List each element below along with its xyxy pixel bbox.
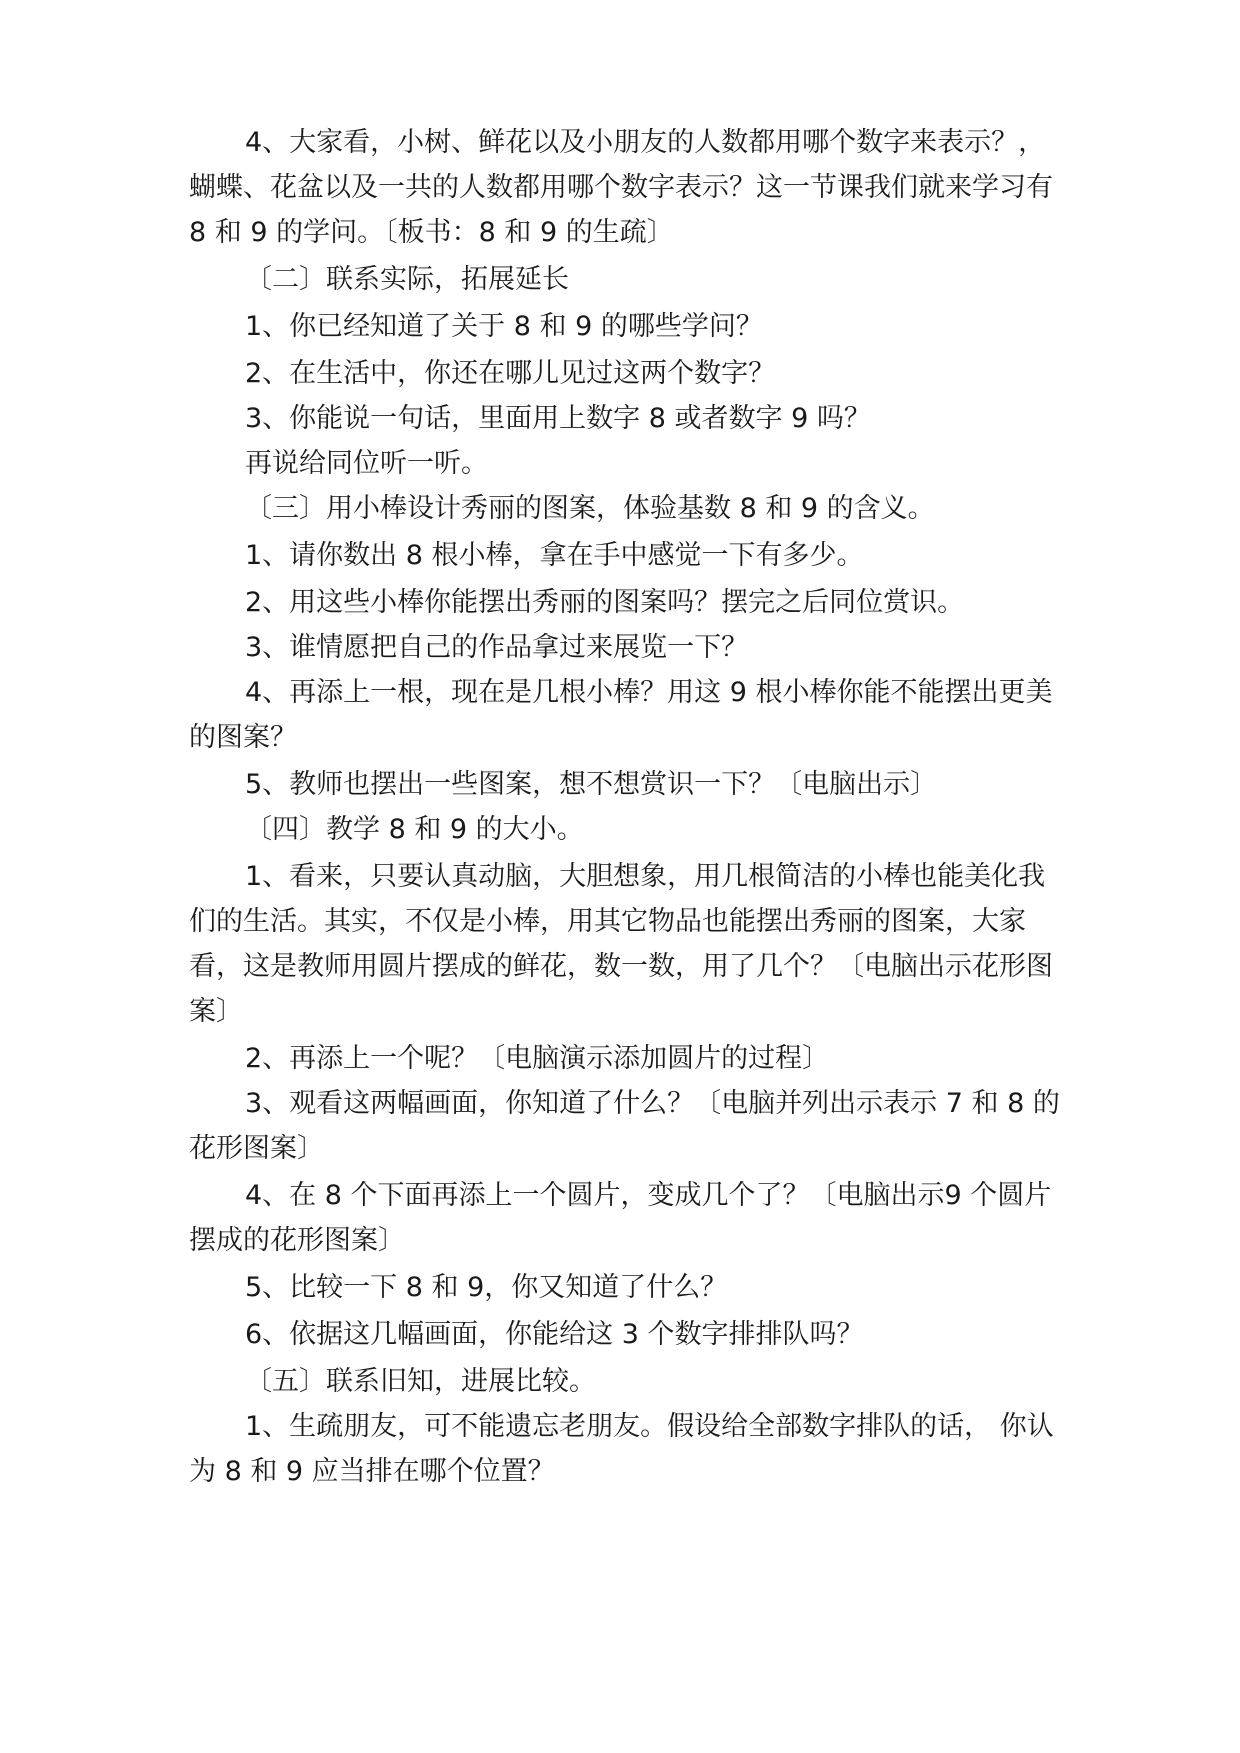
paragraph-21: 1、生疏朋友，可不能遗忘老朋友。假设给全部数字排队的话， 你认为 8 和 9 应当排在哪个位置？ (189, 1411, 1054, 1487)
paragraph-11: 4、再添上一根，现在是几根小棒？用这 9 根小棒你能不能摆出更美的图案？ (189, 677, 1053, 753)
section-heading-5: 〔五〕联系旧知，进展比较。 (245, 1366, 596, 1397)
paragraph-16: 3、观看这两幅画面，你知道了什么？〔电脑并列出示表示 7 和 8 的花形图案〕 (189, 1088, 1060, 1164)
paragraph-10: 3、谁情愿把自己的作品拿过来展览一下？ (245, 632, 749, 663)
paragraph-8: 1、请你数出 8 根小棒，拿在手中感觉一下有多少。 (245, 540, 864, 571)
paragraph-4: 2、在生活中，你还在哪儿见过这两个数字？ (245, 358, 776, 389)
paragraph-17: 4、在 8 个下面再添上一个圆片，变成几个了？〔电脑出示9 个圆片摆成的花形图案〕 (189, 1180, 1052, 1256)
paragraph-6: 再说给同位听一听。 (245, 448, 488, 479)
paragraph-1: 4、大家看，小树、鲜花以及小朋友的人数都用哪个数字来表示？，蝴蝶、花盆以及一共的人数都用哪个数字表示？这一节课我们就来学习有 8 和 9 的学问。〔板书：8 和 9 的生疏〕 (189, 127, 1053, 248)
paragraph-18: 5、比较一下 8 和 9，你又知道了什么？ (245, 1272, 728, 1303)
paragraph-15: 2、再添上一个呢？〔电脑演示添加圆片的过程〕 (245, 1043, 830, 1074)
section-heading-4: 〔四〕教学 8 和 9 的大小。 (245, 814, 584, 845)
paragraph-3: 1、你已经知道了关于 8 和 9 的哪些学问？ (245, 311, 763, 342)
paragraph-9: 2、用这些小棒你能摆出秀丽的图案吗？摆完之后同位赏识。 (245, 587, 965, 618)
paragraph-12: 5、教师也摆出一些图案，想不想赏识一下？〔电脑出示〕 (245, 769, 938, 800)
section-heading-2: 〔二〕联系实际，拓展延长 (245, 264, 569, 295)
paragraph-14: 1、看来，只要认真动脑，大胆想象，用几根简洁的小棒也能美化我们的生活。其实，不仅是小棒，用其它物品也能摆出秀丽的图案，大家看，这是教师用圆片摆成的鲜花，数一数，用了几个？〔电脑出示花形图案〕 (189, 861, 1053, 1027)
document-body (189, 120, 1069, 1494)
paragraph-19: 6、依据这几幅画面，你能给这 3 个数字排排队吗？ (245, 1319, 864, 1350)
paragraph-5: 3、你能说一句话，里面用上数字 8 或者数字 9 吗？ (245, 403, 871, 434)
section-heading-3: 〔三〕用小棒设计秀丽的图案，体验基数 8 和 9 的含义。 (245, 493, 935, 524)
